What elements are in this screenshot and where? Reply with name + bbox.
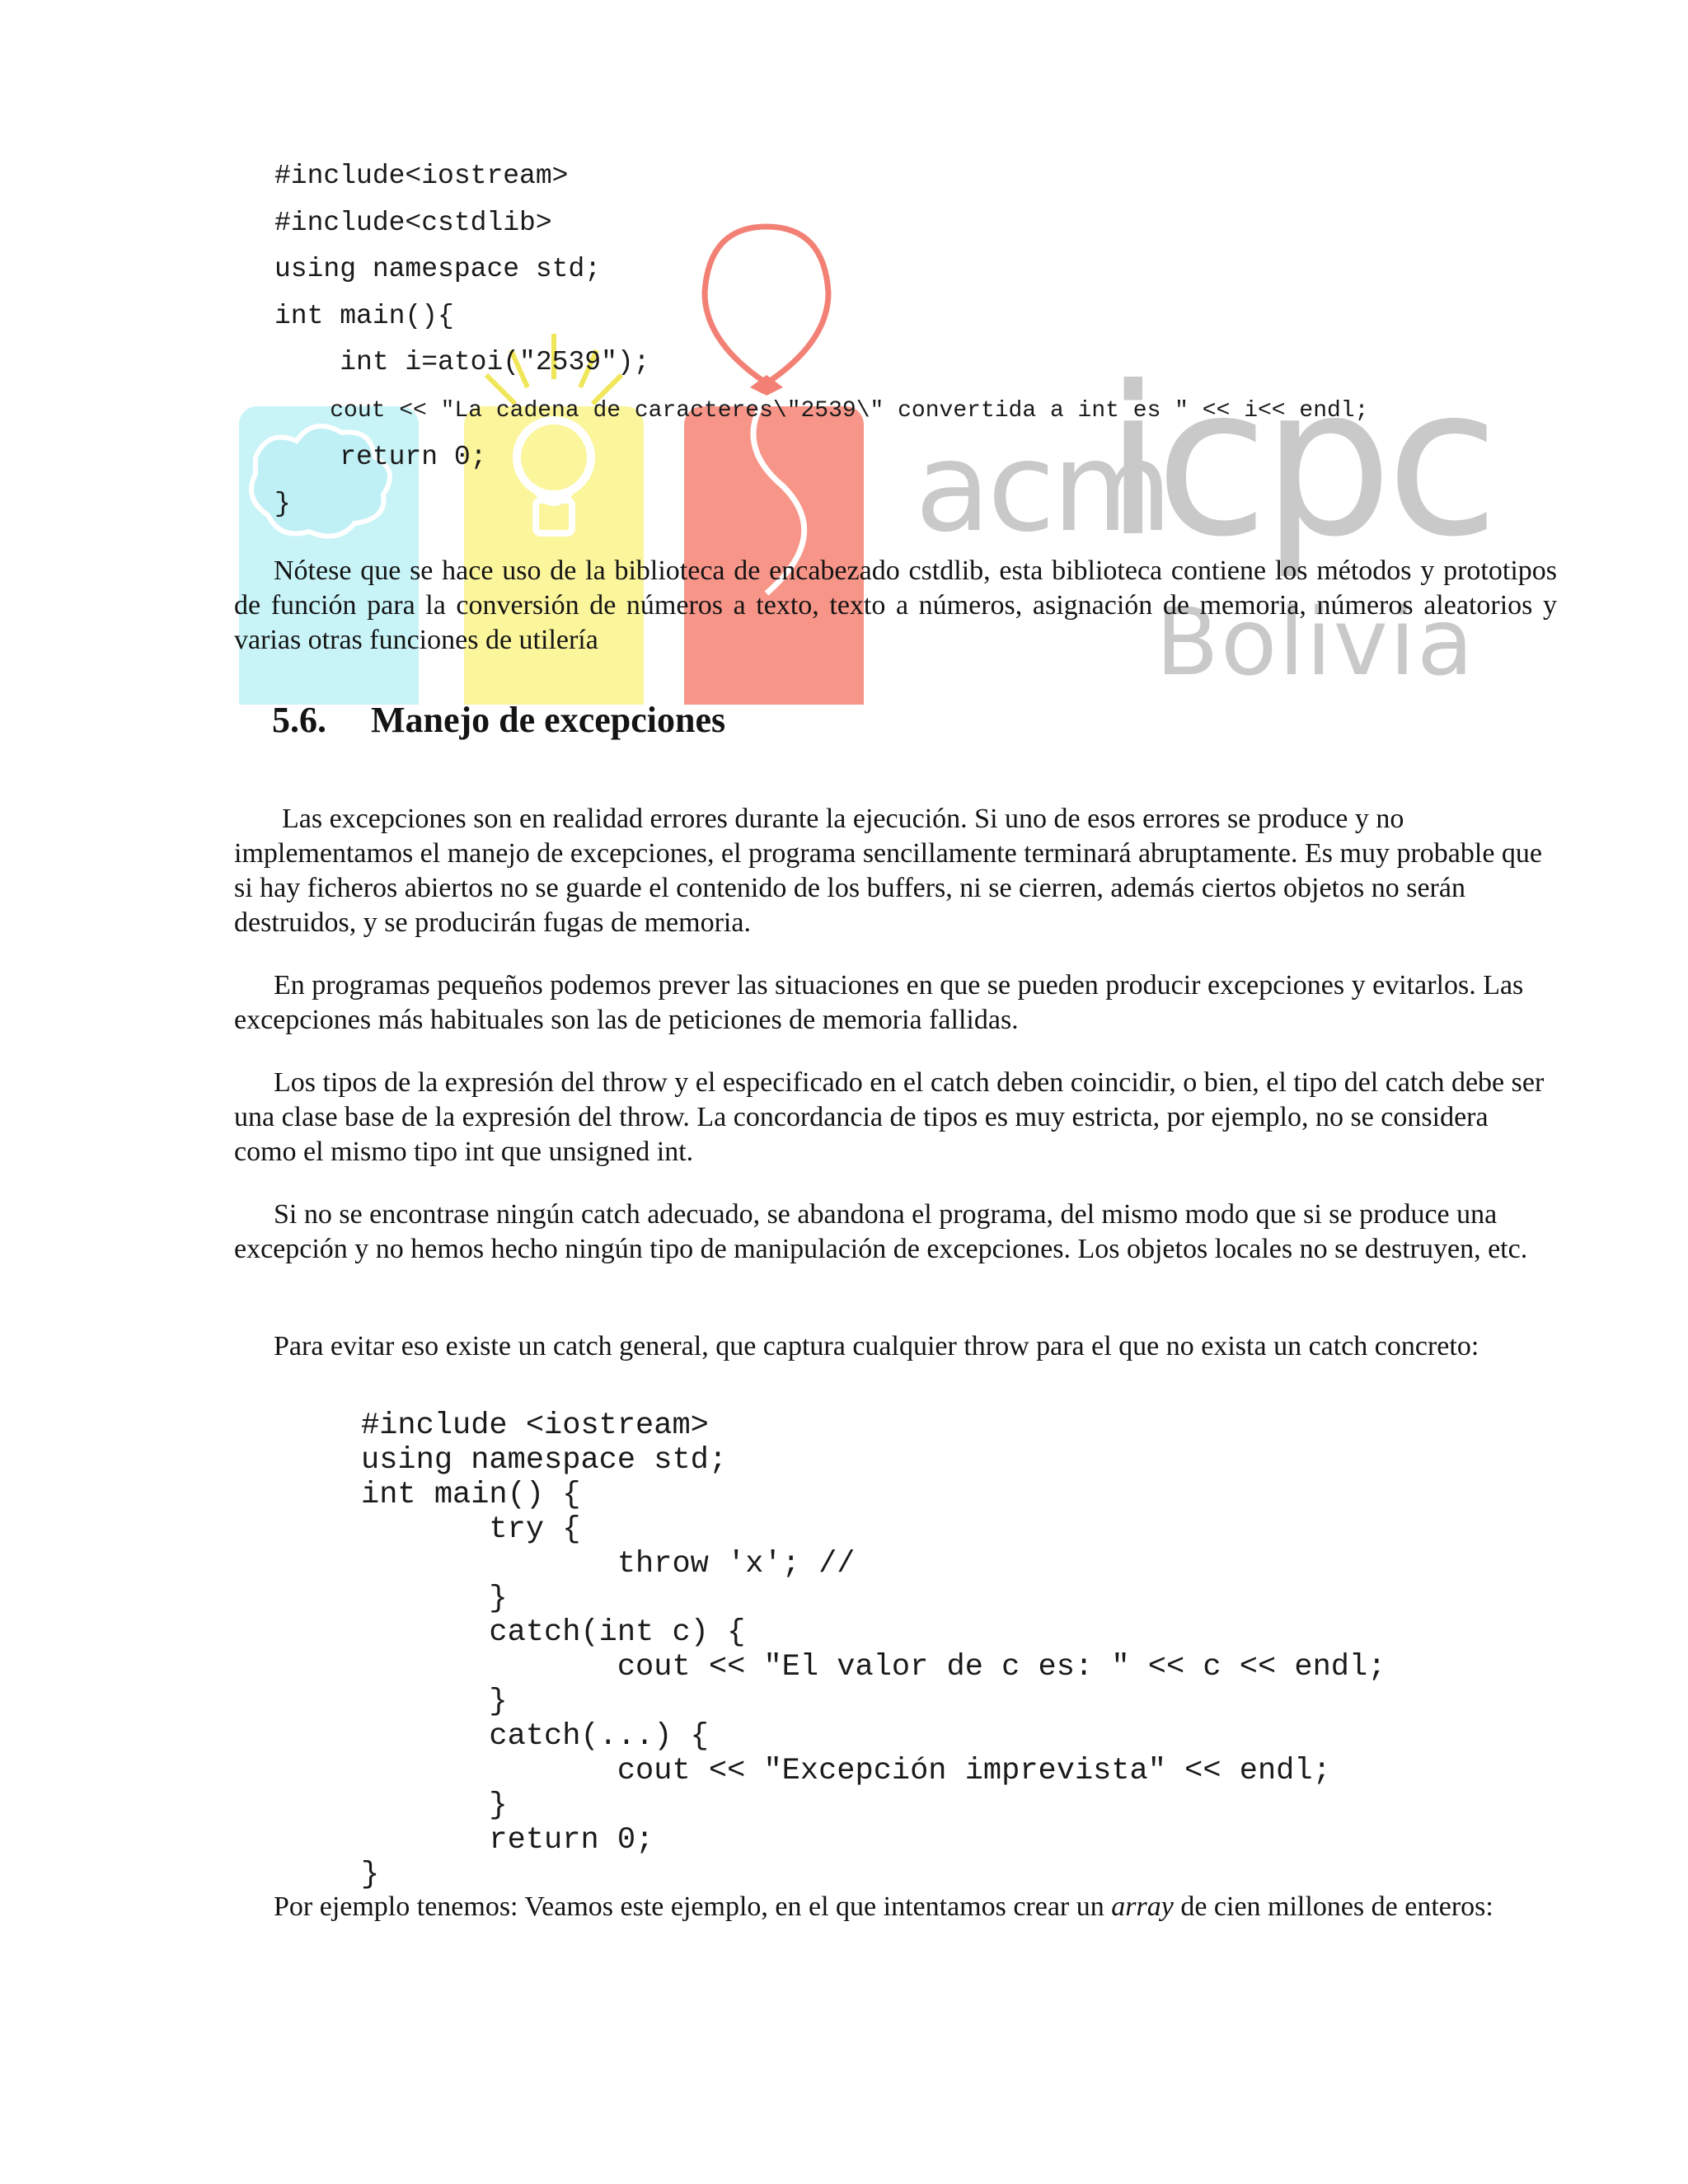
watermark-icpc-text: icpc (1104, 342, 1493, 582)
section-heading (272, 699, 725, 741)
paragraph: Si no se encontrase ningún catch adecuado, se abandona el programa, del mismo modo que si se produce una excepción y no hemos hecho ningún tipo de manipulación de excepciones. Los objetos locales no se destruyen, etc. (234, 1199, 1528, 1264)
watermark-acm-text: acm (915, 416, 1170, 560)
code-line: } (274, 488, 291, 519)
paragraph-array-example (234, 1890, 1557, 1924)
code-block-atoi (274, 153, 1368, 527)
code-line: catch(...) { (361, 1719, 709, 1755)
code-line: cout << "El valor de c es: " << c << endl; (361, 1650, 1386, 1685)
code-block-catch (361, 1409, 1386, 1893)
code-line: cout << "La cadena de caracteres\"2539\" convertida a int es " << i<< endl; (274, 397, 1369, 424)
code-line: using namespace std; (274, 254, 602, 284)
code-line: int main(){ (274, 300, 454, 331)
code-line: int i=atoi("2539"); (274, 347, 650, 377)
paragraph: En programas pequeños podemos prever las situaciones en que se pueden producir excepciones y evitarlos. Las excepciones más habituales son las de peticiones de memoria fallidas. (234, 970, 1524, 1035)
code-line: } (361, 1581, 508, 1616)
code-line: } (361, 1857, 380, 1892)
code-line: try { (361, 1511, 581, 1547)
section-title: Manejo de excepciones (371, 700, 726, 740)
code-line: cout << "Excepción imprevista" << endl; (361, 1754, 1331, 1789)
code-line: using namespace std; (361, 1442, 728, 1478)
code-line: #include<cstdlib> (274, 207, 552, 238)
code-line: int main() { (361, 1477, 581, 1512)
paragraph: Las excepciones son en realidad errores durante la ejecución. Si uno de esos errores se produce y no implementamos el manejo de excepciones, el programa sencillamente terminará abruptamente. Es muy probable que si hay ficheros abiertos no se guarde el contenido de los buffers, ni se cierren, además ciertos objetos no serán destruidos, y se producirán fugas de memoria. (234, 804, 1543, 938)
watermark-country-text: Bolivia (1156, 589, 1475, 696)
code-line: throw 'x'; // (361, 1546, 856, 1582)
code-line: #include <iostream> (361, 1408, 709, 1443)
paragraph: Los tipos de la expresión del throw y el especificado en el catch deben coincidir, o bien, el tipo del catch debe ser una clase base de la expresión del throw. La concordancia de tipos es muy estricta, por ejemplo, no se considera como el mismo tipo int que unsigned int. (234, 1067, 1545, 1167)
emphasis-array: array (1111, 1891, 1174, 1922)
code-line: return 0; (274, 442, 487, 472)
section-number: 5.6. (272, 700, 326, 740)
code-line: catch(int c) { (361, 1615, 746, 1651)
paragraph-cstdlib: Nótese que se hace uso de la biblioteca de encabezado cstdlib, esta biblioteca contiene los métodos y prototipos de función para la conversión de números a texto, texto a números, asignación de memoria, números aleatorios y varias otras funciones de utilería (234, 555, 1557, 655)
paragraph-text-after: de cien millones de enteros: (1173, 1891, 1493, 1922)
code-line: return 0; (361, 1822, 654, 1858)
code-line: } (361, 1685, 508, 1720)
code-line: #include<iostream> (274, 161, 569, 191)
code-line: } (361, 1788, 508, 1823)
paragraph: Para evitar eso existe un catch general, que captura cualquier throw para el que no exista un catch concreto: (274, 1331, 1479, 1361)
paragraph-text-before: Por ejemplo tenemos: Veamos este ejemplo, en el que intentamos crear un (274, 1891, 1112, 1922)
